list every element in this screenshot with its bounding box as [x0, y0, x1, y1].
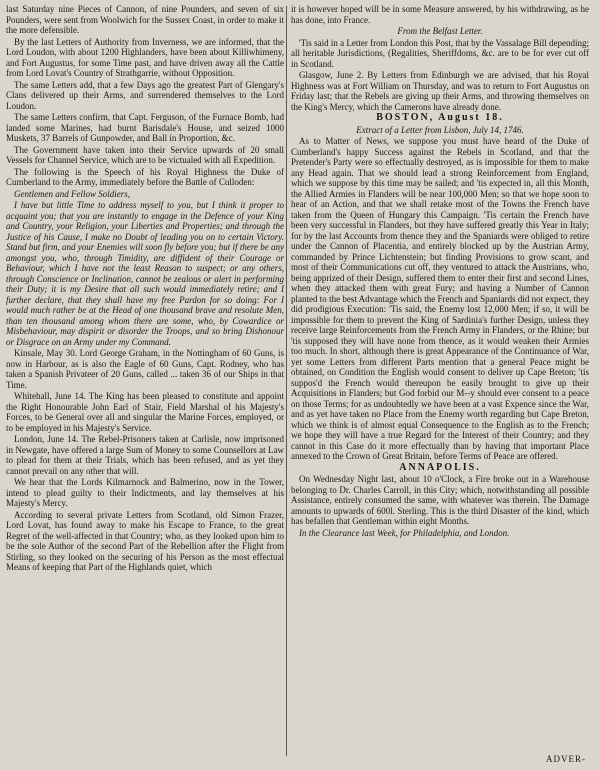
- paragraph: last Saturday nine Pieces of Cannon, of nine Pounders, and seven of six Pounders, were sent from Woolwich for the Sussex Coast, in order to make it the more defensible.: [6, 4, 284, 35]
- paragraph: As to Matter of News, we suppose you must have heard of the Duke of Cumberland's happy Success against the Rebels in Scotland, and that the Pretender's Party were so effectually destroyed, as is impossible for them to make any Head again. That we should lead a strong Reinforcement from England, which we suppose by this time may be sailed; and 'tis expected in, all this Month, the Allied Armies in Flanders will be near 100,000 Men; so that we hope soon to hear of an Action, and that we shall retake most of the Towns the French have taken from the Queen of Hungary this Campaign. 'Tis certain the French have been very successful in Flanders, but they have suffered greatly this Year in Italy; for by the last Accounts from thence they and the Spaniards were obliged to retire under the Cannon of Placentia, and entirely blocked up by the Austrian Army, commanded by Prince Lichtenstein; but finding Provisions to grow scant, and most of their Communications cut off, they ventured to attack the Austrians, who, being apprized of their Design, suffered them to enter their first and second Lines, when they attacked them with great Fury; and having a Number of Cannon planted to the best Advantage which the French and Spaniards did not expect, they did prodigious Execution: 'Tis said, the Enemy lost 12,000 Men; if so, it will be impossible for them to prevent the King of Sardinia's further Design, unless they receive large Reinforcements from the French Army in Flanders, or the Rhine; but 'tis supposed they will have none from thence, as it would weaken their Armies too much. In short, although there is great Appearance of the Continuance of War, yet some Letters from different Parts mention that a general Peace might be obtained, on Condition the English would consent to deliver up Cape Breton; 'tis suppos'd the French would thereupon be easily brought to give up their Acquisitions in Flanders; but God forbid our M--y should ever consent to a peace on those Terms; for as undoubtedly we have been at a vast Expence since the War, and as yet have taken no Place from the Enemy worth regarding but Cape Breton, which we think is of almost equal Consequence to the English as to the French; we hope they will have a true Regard for the Interest of their Country; and they cannot in this Case do it more effectually than by having that important Place annexed to the Crown of Great Britain, before Terms of Peace are offered.: [291, 136, 589, 461]
- paragraph: The same Letters add, that a few Days ago the greatest Part of Glengary's Clans delivered up their Arms, and surrendered themselves to the Lord Loudon.: [6, 79, 284, 111]
- paragraph: According to several private Letters from Scotland, old Simon Frazer, Lord Lovat, has found away to make his Escape to France, to the great Regret of the well-affected in that Country; who, as they looked upon him to be the sole Author of the second Part of the Rebellion after the Flight from Stirling, so they looked on the securing of his Person as the most effectual Means of keeping that Part of the Highlands quiet, which: [6, 509, 284, 572]
- paragraph: it is however hoped will be in some Measure answered, by his withdrawing, as he has done, into France.: [291, 4, 589, 25]
- speech-text: I have but little Time to address myself to you, but I think it proper to acquaint you; that you are instantly to engage in the Defence of your King and Country, your Religion, your Liberties and Properties; and through the Justice of his Cause, I make no Doubt of leading you on to certain Victory. Stand but firm, and your Enemies will soon fly before you; but if there be any amongst you, who, through Timidity, are diffident of their Courage or Behaviour, which I have not the least Reason to suspect; or any others, through Conscience or Inclination, cannot be zealous or alert in performing their Duty; it is my Desire that all such would immediately retire; and I further declare, that they shall have my free Pardon for so doing: For I would much rather be at the Head of one thousand brave and resolute Men, than ten thousand among whom there are some, who, by Cowardice or Misbehaviour, may dispirit or disorder the Troops, and so bring Dishonour or Disgrace on an Army under my Command.: [6, 200, 284, 347]
- column-divider: [286, 6, 287, 756]
- paragraph: Kinsale, May 30. Lord George Graham, in the Nottingham of 60 Guns, is now in Harbour, as is also the Eagle of 60 Guns, Capt. Rodney, who has taken a Spanish Privateer of 20 Guns, called ... taken 36 of our Ships in that Time.: [6, 348, 284, 390]
- dateline-heading: ANNAPOLIS.: [399, 461, 481, 473]
- paragraph: The same Letters confirm, that Capt. Ferguson, of the Furnace Bomb, had landed some Marines, had burnt Barisdale's House, and seized 1000 Muskets, 37 Barrels of Gunpowder, and Ball in Proportion, &c.: [6, 112, 284, 143]
- left-column: [6, 4, 284, 574]
- paragraph: The following is the Speech of his Royal Highness the Duke of Cumberland to the Army, immediately before the Battle of Culloden:: [6, 166, 284, 187]
- catchword: ADVER-: [546, 754, 586, 764]
- paragraph: London, June 14. The Rebel-Prisoners taken at Carlisle, now imprisoned in Newgate, have offered a large Sum of Money to some Counsellors at Law to plead for them at their Trials, which has been refused, and as yet they cannot prevail on any other that will.: [6, 434, 284, 476]
- paragraph: On Wednesday Night last, about 10 o'Clock, a Fire broke out in a Warehouse belonging to Dr. Charles Carroll, in this City; which, notwithstanding all possible Assistance, entirely consumed the same, with whatever was therein. The Damage amounts to upwards of 600l. Sterling. This is the third Disaster of the kind, which has befallen that Gentleman within eight Months.: [291, 474, 589, 526]
- speech-salutation: Gentlemen and Fellow Soldiers,: [14, 188, 130, 199]
- paragraph: In the Clearance last Week, for Philadelphia, and London.: [299, 527, 510, 538]
- paragraph: The Government have taken into their Service upwards of 20 small Vessels for Channel Service, which are to be victualed with all Expedition.: [6, 144, 284, 165]
- dateline-heading: BOSTON, August 18.: [376, 112, 504, 123]
- paragraph: 'Tis said in a Letter from London this Post, that by the Vassalage Bill depending; all heritable Jurisdictions, (Regalities, Sheriffdoms, &c. are to be for ever cut off in Scotland.: [291, 37, 589, 69]
- paragraph: By the last Letters of Authority from Inverness, we are informed, that the Lord Loudon, with about 1200 Highlanders, have been about Killiwhimeny, and Fort Augustus, for some Time past, and have driven away all the Cattle from Lord Lovat's Country of Strathgarrie, without Opposition.: [6, 36, 284, 78]
- section-subheading: Extract of a Letter from Lisbon, July 14, 1746.: [356, 124, 524, 135]
- paragraph: Glasgow, June 2. By Letters from Edinburgh we are advised, that his Royal Highness was at Fort William on Thursday, and was to return to Fort Augustus on Friday last; that the Rebels are giving up their Arms, and throwing themselves on the King's Mercy, which the Camerons have already done.: [291, 70, 589, 112]
- paragraph: We hear that the Lords Kilmarnock and Balmerino, now in the Tower, intend to plead guilty to their Indictments, and lay themselves at his Majesty's Mercy.: [6, 477, 284, 508]
- paragraph: Whitehall, June 14. The King has been pleased to constitute and appoint the Right Honourable John Earl of Stair, Field Marshal of his Majesty's Forces, to be General over all and singular the Marine Forces, employed, or to be employed in his Majesty's Service.: [6, 391, 284, 433]
- section-subheading: From the Belfast Letter.: [397, 26, 483, 36]
- right-column: [291, 4, 589, 539]
